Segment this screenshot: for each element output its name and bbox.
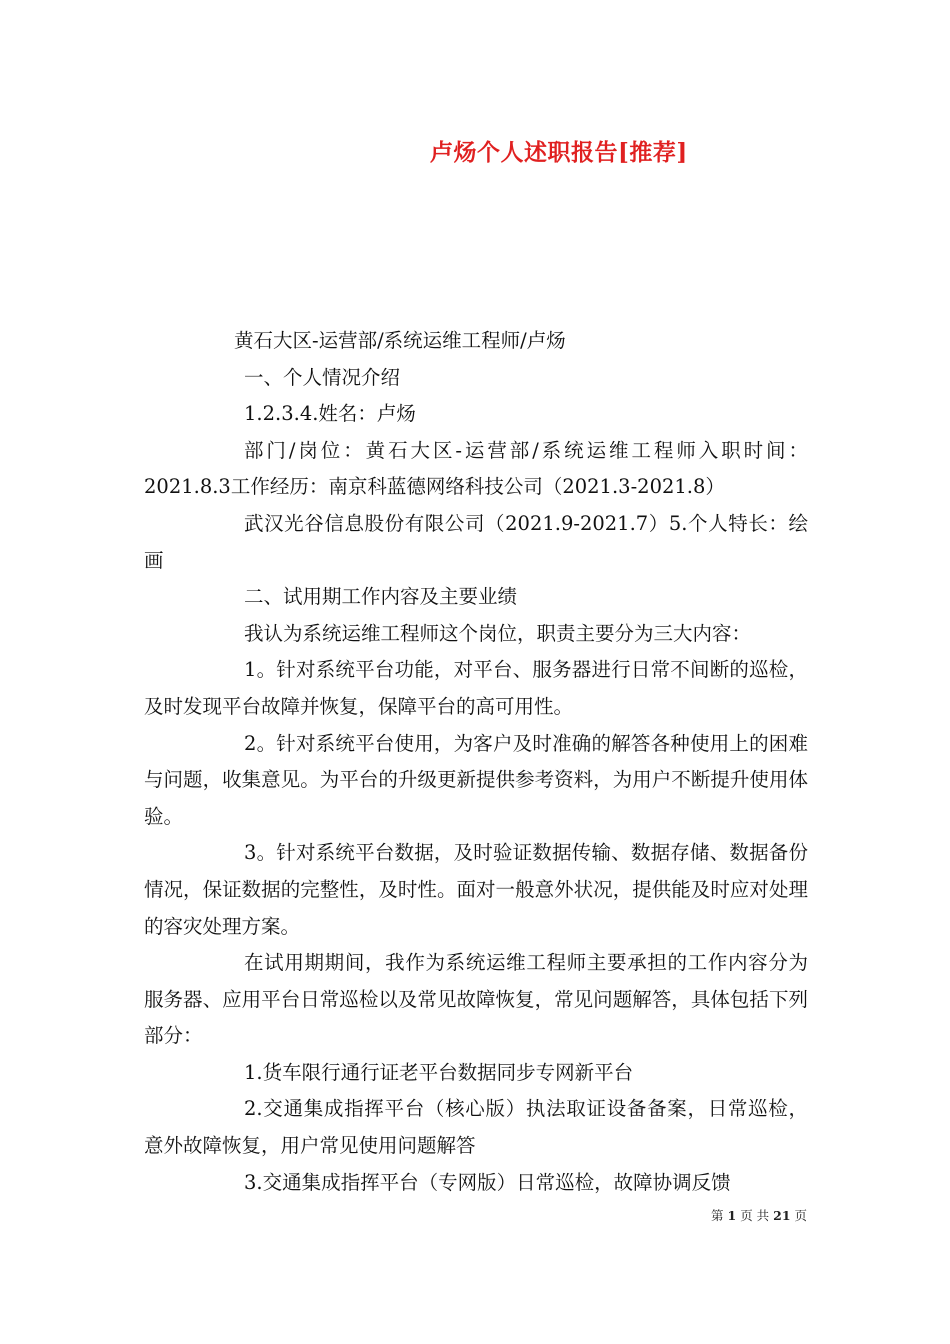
work-history-paragraph: 武汉光谷信息股份有限公司（2021.9-2021.7）5.个人特长：绘画 <box>144 511 808 572</box>
duty-2-paragraph: 2。针对系统平台使用，为客户及时准确的解答各种使用上的困难与问题，收集意见。为平台的升级更新提供参考资料，为用户不断提升使用体验。 <box>144 731 808 828</box>
footer-total-pages: 21 <box>773 1208 791 1223</box>
duty-1-paragraph: 1。针对系统平台功能，对平台、服务器进行日常不间断的巡检，及时发现平台故障并恢复，保障平台的高可用性。 <box>144 658 808 718</box>
probation-summary-paragraph: 在试用期期间，我作为系统运维工程师主要承担的工作内容分为服务器、应用平台日常巡检以及常见故障恢复，常见问题解答，具体包括下列部分： <box>144 951 808 1048</box>
author-line: 黄石大区-运营部/系统运维工程师/卢炀 <box>234 329 566 352</box>
duties-intro-paragraph: 我认为系统运维工程师这个岗位，职责主要分为三大内容： <box>244 621 752 645</box>
footer-middle: 页 共 <box>740 1208 770 1223</box>
name-line: 1.2.3.4.姓名：卢炀 <box>244 402 416 426</box>
section-heading-1: 一、个人情况介绍 <box>244 365 401 389</box>
footer-suffix: 页 <box>794 1208 808 1223</box>
work-item-1: 1.货车限行通行证老平台数据同步专网新平台 <box>244 1060 634 1084</box>
duty-3-paragraph: 3。针对系统平台数据，及时验证数据传输、数据存储、数据备份情况，保证数据的完整性，及时性。面对一般意外状况，提供能及时应对处理的容灾处理方案。 <box>144 841 808 938</box>
footer-page-number: 1 <box>727 1208 737 1223</box>
work-item-3: 3.交通集成指挥平台（专网版）日常巡检，故障协调反馈 <box>244 1170 731 1194</box>
work-item-2: 2.交通集成指挥平台（核心版）执法取证设备备案，日常巡检，意外故障恢复，用户常见使用问题解答 <box>144 1097 808 1158</box>
document-title: 卢炀个人述职报告[推荐] <box>430 139 688 166</box>
footer-prefix: 第 <box>711 1208 724 1223</box>
section-heading-2: 二、试用期工作内容及主要业绩 <box>244 585 518 609</box>
department-paragraph: 部门/岗位：黄石大区-运营部/系统运维工程师入职时间：2021.8.3工作经历：南京科蓝德网络科技公司（2021.3-2021.8） <box>144 438 808 499</box>
page-footer <box>711 1206 807 1224</box>
document-body <box>144 323 808 1201</box>
